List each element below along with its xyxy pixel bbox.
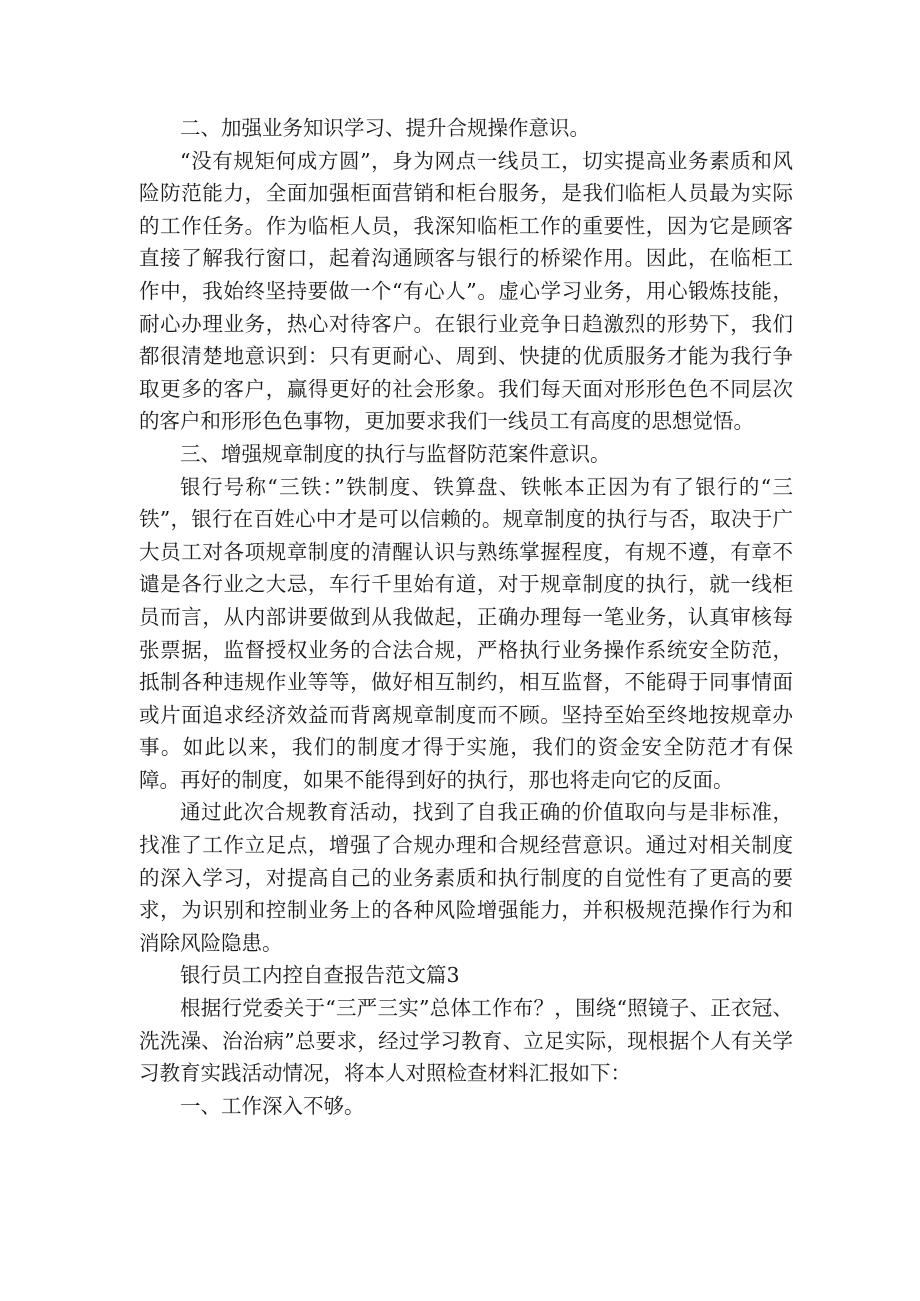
- section-heading-3: 三、增强规章制度的执行与监督防范案件意识。: [180, 441, 611, 466]
- body-paragraph: “没有规矩何成方圆”，身为网点一线员工，切实提高业务素质和风险防范能力，全面加强柜面营销和柜台服务，是我们临柜人员最为实际的工作任务。作为临柜人员，我深知临柜工作的重要性，因为它是顾客直接了解我行窗口，起着沟通顾客与银行的桥梁作用。因此，在临柜工作中，我始终坚持要做一个“有心人”。虚心学习业务，用心锻炼技能，耐心办理业务，热心对待客户。在银行业竞争日趋激烈的形势下，我们都很清楚地意识到：只有更耐心、周到、快捷的优质服务才能为我行争取更多的客户，赢得更好的社会形象。我们每天面对形形色色不同层次的客户和形形色色事物，更加要求我们一线员工有高度的思想觉悟。: [139, 148, 793, 434]
- body-paragraph: 根据行党委关于“三严三实”总体工作布？，围绕“照镜子、正衣冠、洗洗澡、治治病”总要求，经过学习教育、立足实际，现根据个人有关学习教育实践活动情况，将本人对照检查材料汇报如下：: [139, 996, 793, 1086]
- document-body: [139, 112, 793, 1122]
- article-title: 银行员工内控自查报告范文篇3: [180, 963, 460, 988]
- body-paragraph: 通过此次合规教育活动，找到了自我正确的价值取向与是非标准，找准了工作立足点，增强了合规办理和合规经营意识。通过对相关制度的深入学习，对提高自己的业务素质和执行制度的自觉性有了更高的要求，为识别和控制业务上的各种风险增强能力，并积极规范操作行为和消除风险隐患。: [139, 800, 793, 955]
- section-heading-2: 二、加强业务知识学习、提升合规操作意识。: [180, 116, 590, 140]
- section-heading-1: 一、工作深入不够。: [180, 1093, 365, 1118]
- body-paragraph: 银行号称“三铁：”铁制度、铁算盘、铁帐本正因为有了银行的“三铁”，银行在百姓心中才是可以信赖的。规章制度的执行与否，取决于广大员工对各项规章制度的清醒认识与熟练掌握程度，有规不遵，有章不谴是各行业之大忌，车行千里始有道，对于规章制度的执行，就一线柜员而言，从内部讲要做到从我做起，正确办理每一笔业务，认真审核每张票据，监督授权业务的合法合规，严格执行业务操作系统安全防范，抵制各种违规作业等等，做好相互制约，相互监督，不能碍于同事情面或片面追求经济效益而背离规章制度而不顾。坚持至始至终地按规章办事。如此以来，我们的制度才得于实施，我们的资金安全防范才有保障。再好的制度，如果不能得到好的执行，那也将走向它的反面。: [139, 474, 793, 792]
